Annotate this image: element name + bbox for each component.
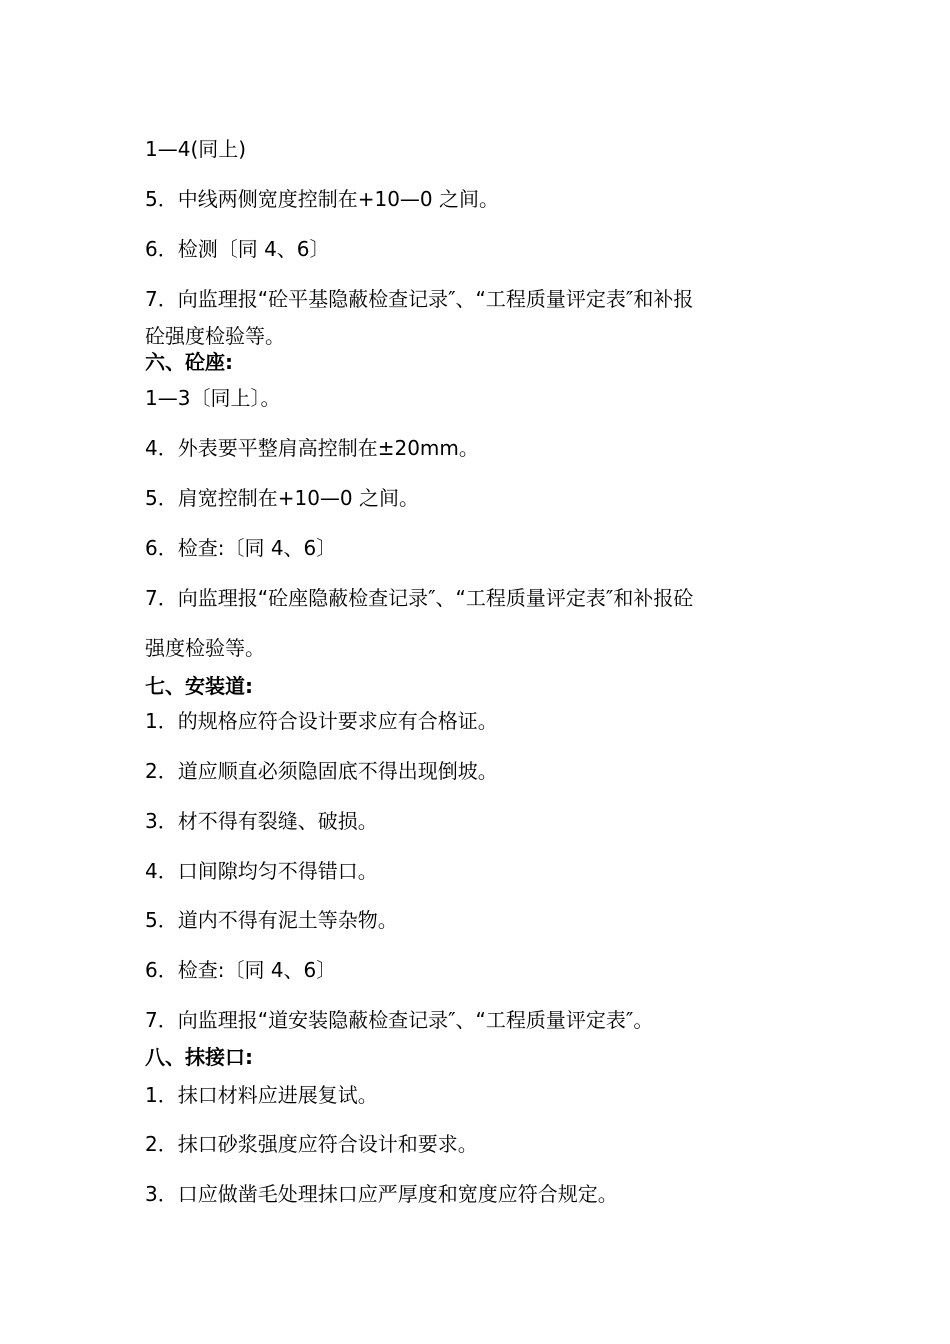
- paragraph-line: 1．抹口材料应进展复试。: [145, 1083, 378, 1107]
- paragraph-line: 2．道应顺直必须隐固底不得出现倒坡。: [145, 759, 498, 783]
- paragraph-line: 7．向监理报“砼座隐蔽检查记录″、“工程质量评定表″和补报砼: [145, 586, 694, 610]
- paragraph-line: 7．向监理报“道安装隐蔽检查记录″、“工程质量评定表″。: [145, 1008, 654, 1032]
- paragraph-line: 5．道内不得有泥土等杂物。: [145, 908, 398, 932]
- paragraph-line: 6．检查:〔同 4、6〕: [145, 958, 337, 982]
- paragraph-line: 6．检测〔同 4、6〕: [145, 237, 330, 261]
- paragraph-line: 强度检验等。: [145, 636, 265, 660]
- paragraph-line: 1—4(同上): [145, 137, 247, 161]
- paragraph-line: 砼强度检验等。: [145, 324, 285, 348]
- paragraph-line: 6．检查:〔同 4、6〕: [145, 536, 337, 560]
- paragraph-line: 2．抹口砂浆强度应符合设计和要求。: [145, 1132, 478, 1156]
- paragraph-line: 5．肩宽控制在+10—0 之间。: [145, 486, 420, 510]
- paragraph-line: 5．中线两侧宽度控制在+10—0 之间。: [145, 187, 500, 211]
- section-heading: 七、安装道:: [145, 674, 253, 698]
- paragraph-line: 4．口间隙均匀不得错口。: [145, 859, 378, 883]
- paragraph-line: 3．材不得有裂缝、破损。: [145, 809, 378, 833]
- section-heading: 六、砼座:: [145, 350, 233, 374]
- paragraph-line: 7．向监理报“砼平基隐蔽检查记录″、“工程质量评定表″和补报: [145, 287, 694, 311]
- paragraph-line: 4．外表要平整肩高控制在±20mm。: [145, 436, 479, 460]
- section-heading: 八、抹接口:: [145, 1045, 253, 1069]
- paragraph-line: 3．口应做凿毛处理抹口应严厚度和宽度应符合规定。: [145, 1182, 618, 1206]
- paragraph-line: 1—3〔同上〕。: [145, 386, 281, 410]
- paragraph-line: 1．的规格应符合设计要求应有合格证。: [145, 709, 498, 733]
